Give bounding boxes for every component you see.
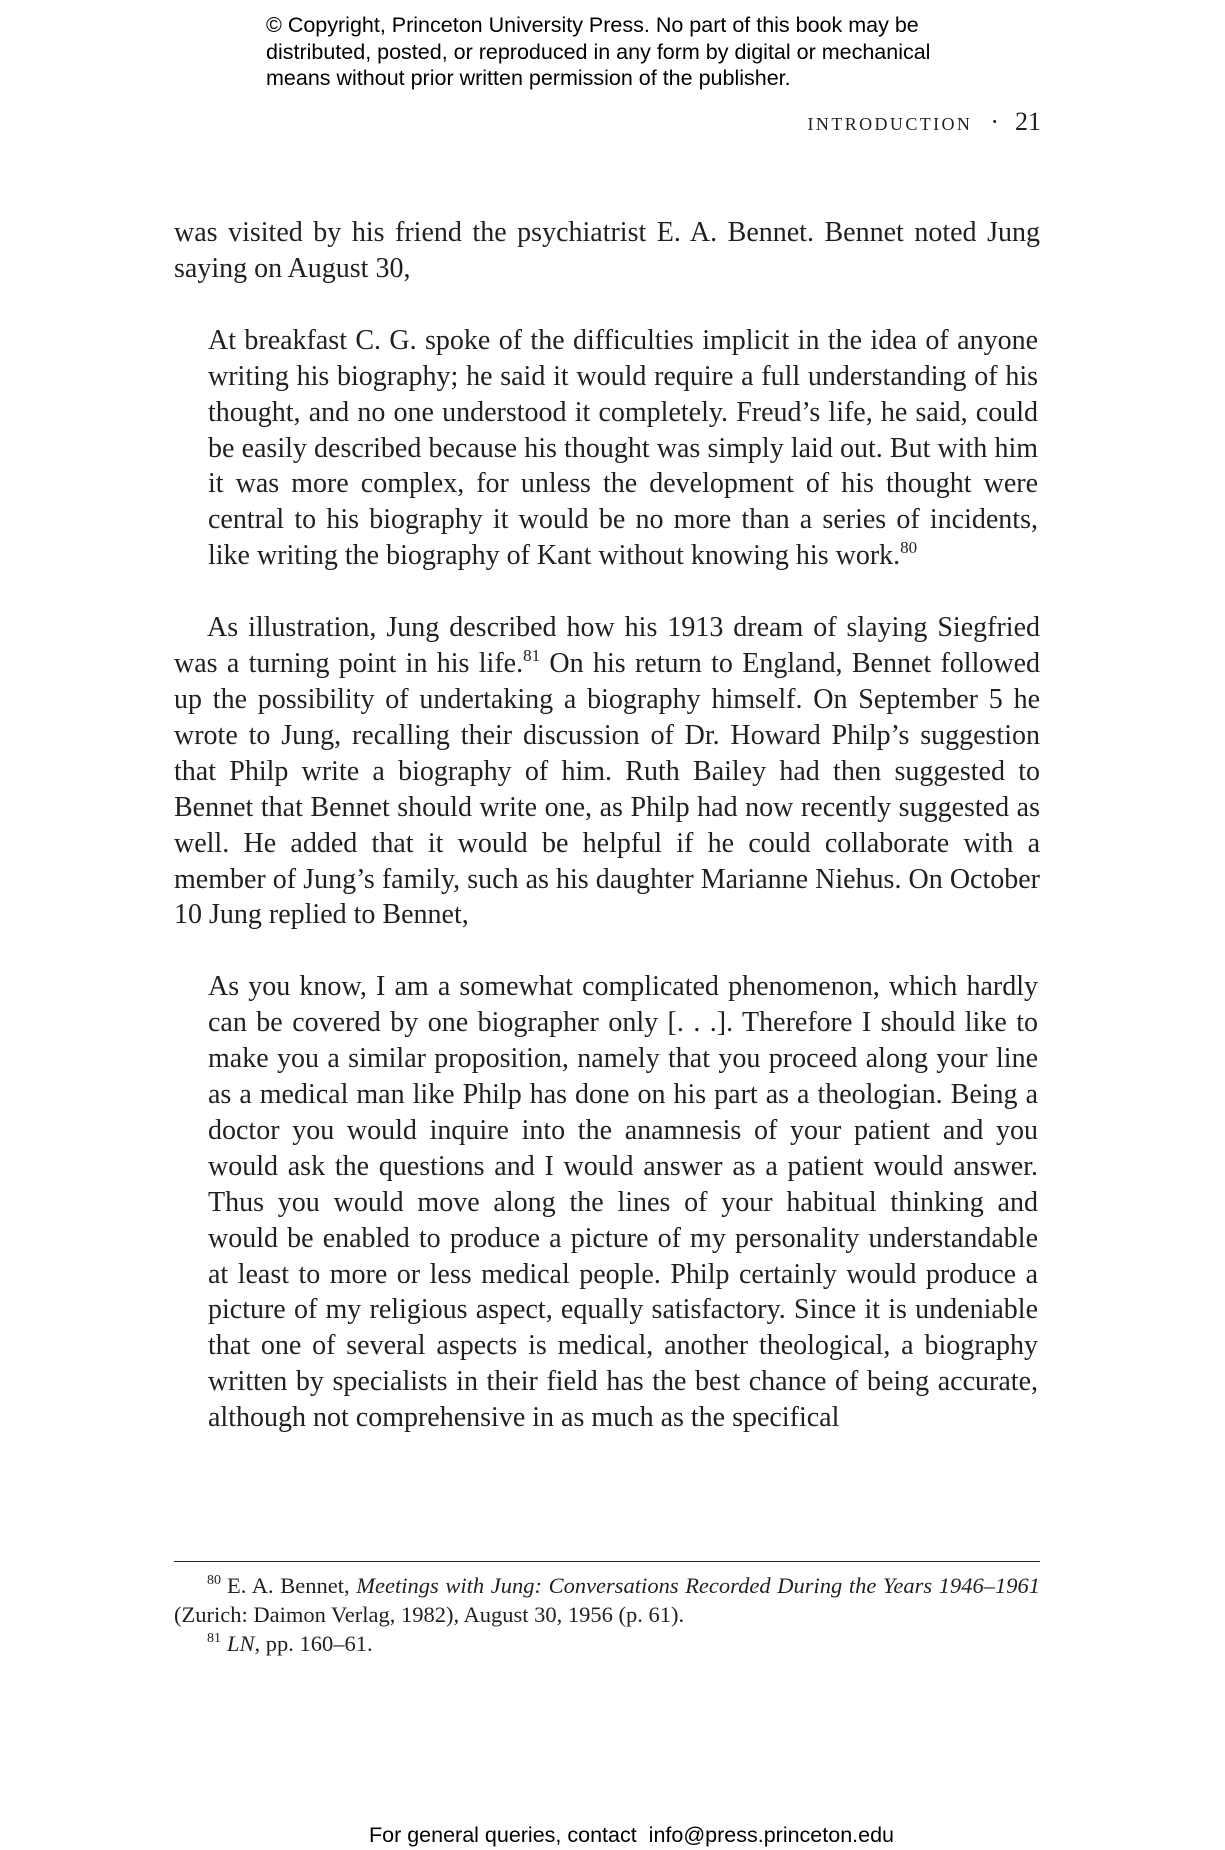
footnote-ref: 81 <box>523 646 541 666</box>
block-quote <box>208 969 1038 1436</box>
paragraph <box>174 610 1040 933</box>
footnote-author: E. A. Bennet, <box>227 1573 357 1598</box>
footnote-number: 81 <box>207 1631 221 1646</box>
paragraph: was visited by his friend the psychiatrist E. A. Bennet. Bennet noted Jung saying on August 30, <box>174 217 1040 284</box>
footer-label: For general queries, contact <box>368 1823 637 1847</box>
quote-text: At breakfast C. G. spoke of the difficulties implicit in the idea of anyone writing his biography; he said it would require a full understanding of his thought, and no one understood it completely. Freud’s life, he said, could be easily described because his thought was simply laid out. But with him it was more complex, for unless the development of his thought were central to his biography it would be no more than a series of incidents, like writing the biography of Kant without knowing his work. <box>208 324 1038 572</box>
copyright-line: distributed, posted, or reproduced in any form by digital or mechanical <box>266 39 931 64</box>
main-text <box>174 215 1040 1436</box>
copyright-line: means without prior written permission of the publisher. <box>266 66 791 90</box>
footnote <box>174 1571 1040 1629</box>
running-head-section: introduction <box>807 107 973 136</box>
paragraph-text: On his return to England, Bennet followed up the possibility of undertaking a biography himself. On September 5 he wrote to Jung, recalling their discussion of Dr. Howard Philp’s suggestion that Philp write a biography of him. Ruth Bailey had then suggested to Bennet that Bennet should write one, as Philp had now recently suggested as well. He added that it would be helpful if he could collaborate with a member of Jung’s family, such as his daughter Marianne Niehus. On October 10 Jung replied to Bennet, <box>174 648 1040 931</box>
footnote-citation: (Zurich: Daimon Verlag, 1982), August 30, 1956 (p. 61). <box>174 1602 685 1627</box>
footnote-title: Meetings with Jung: Conversations Recorded During the Years 1946–1961 <box>356 1573 1041 1598</box>
copyright-line: © Copyright, Princeton University Press. No part of this book may be <box>266 13 919 37</box>
page-number: 21 <box>1015 107 1041 136</box>
footnote-ref: 80 <box>900 538 918 558</box>
quote-paragraph <box>208 323 1038 574</box>
footnotes <box>174 1571 1040 1658</box>
footnote-title: LN <box>227 1631 255 1656</box>
footnote-divider <box>174 1561 1040 1562</box>
footnote-number: 80 <box>207 1573 221 1588</box>
footnote <box>174 1629 1040 1658</box>
footnote-citation: , pp. 160–61. <box>254 1631 373 1656</box>
quote-paragraph: As you know, I am a somewhat complicated phenomenon, which hardly can be covered by one biographer only [. . .]. Therefore I should like to make you a similar proposition, namely that you proceed along your line as a medical man like Philp has done on his part as a theologian. Being a doctor you would inquire into the anamnesis of your patient and you would ask the questions and I would answer as a patient would answer. Thus you would move along the lines of your habitual thinking and would be enabled to produce a picture of my personality understandable at least to more or less medical people. Philp certainly would produce a picture of my religious aspect, equally satisfactory. Since it is undeniable that one of several aspects is medical, another theological, a biography written by specialists in their field has the best chance of being accurate, although not comprehensive in as much as the specifical <box>208 971 1038 1434</box>
contact-email-link[interactable]: info@press.princeton.edu <box>648 1823 895 1847</box>
copyright-notice <box>266 12 1026 92</box>
running-head-separator: · <box>990 107 999 136</box>
paragraph-text: As illustration, Jung described how his 1913 dream of slaying Siegfried was a turning point in his life. <box>174 612 1040 680</box>
footer-contact <box>0 1822 1225 1848</box>
block-quote <box>208 323 1038 574</box>
running-head <box>808 107 1041 137</box>
